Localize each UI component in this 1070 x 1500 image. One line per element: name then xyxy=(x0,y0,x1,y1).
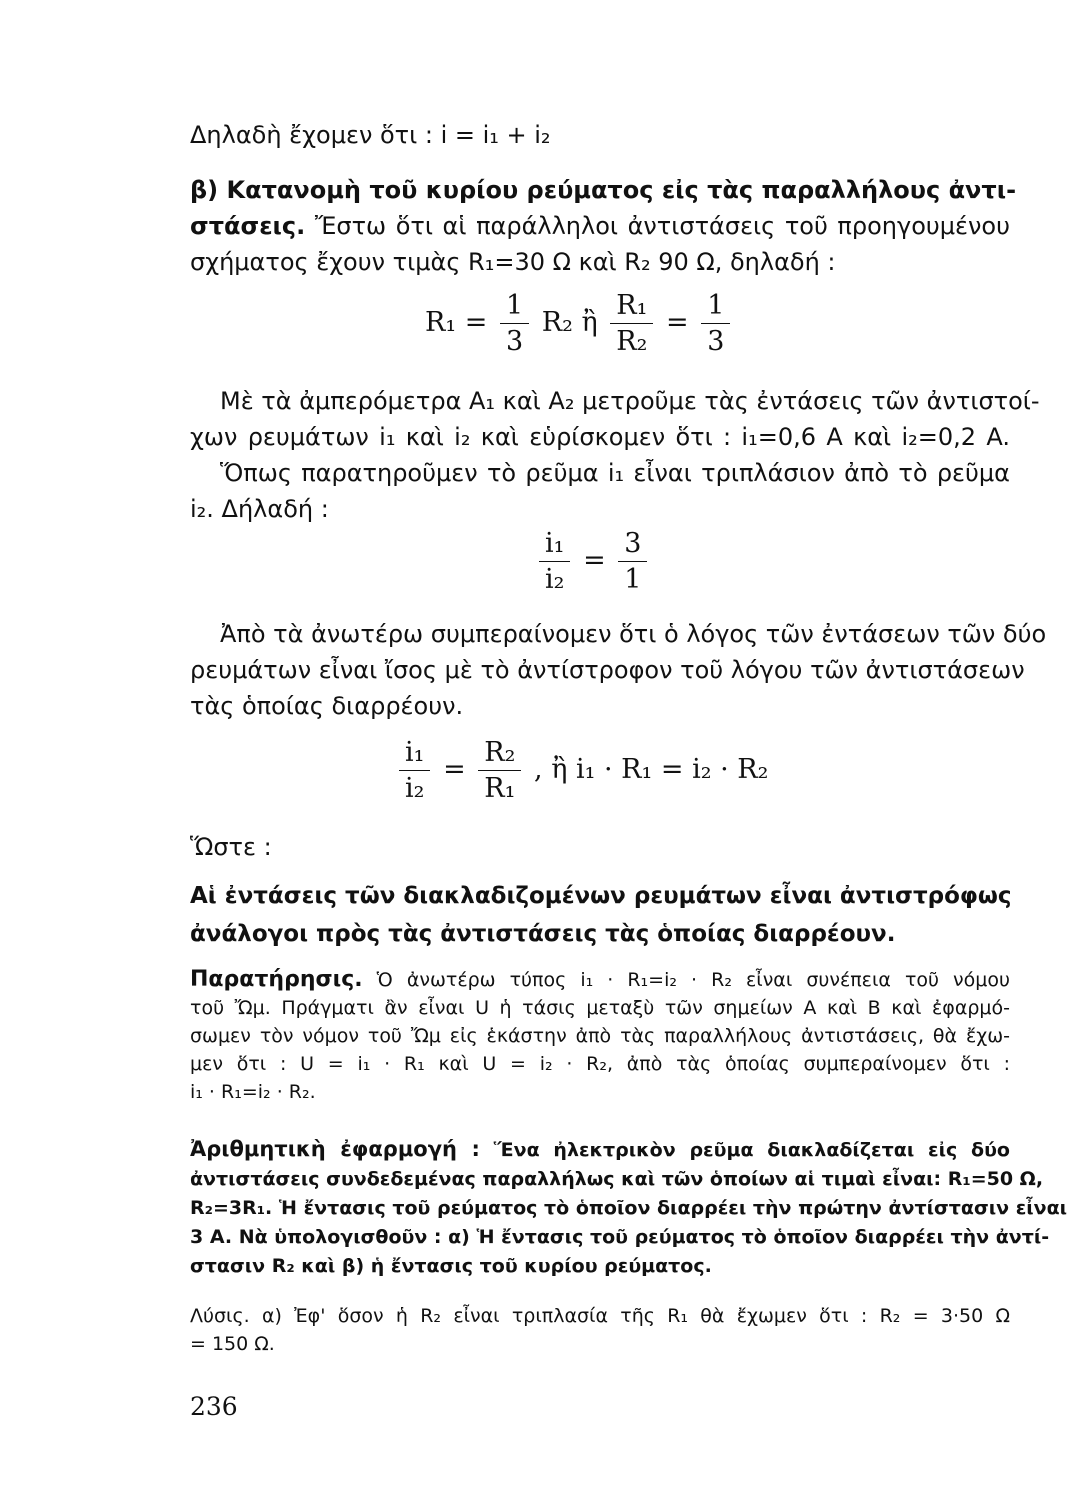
denominator: 1 xyxy=(624,564,642,595)
conclusion-paragraph xyxy=(190,616,1047,724)
solution-heading: Λύσις. xyxy=(190,1305,250,1327)
numerator: i₁ xyxy=(539,528,570,562)
text-line: σωμεν τὸν νόμον τοῦ Ὤμ εἰς ἑκάστην ἀπὸ τὰς παραλλήλους ἀντιστάσεις, θὰ ἔχω- xyxy=(190,1025,1010,1047)
text-line: Ὥστε : xyxy=(190,833,272,861)
intro-line xyxy=(190,117,1010,153)
eq-term: R₁ = xyxy=(425,307,488,338)
numerator: R₂ xyxy=(478,737,521,771)
denominator: 3 xyxy=(505,326,524,357)
equation-inverse-ratio xyxy=(395,737,768,804)
text-line: Ὅπως παρατηροῦμεν τὸ ρεῦμα i₁ εἶναι τριπλάσιον ἀπὸ τὸ ρεῦμα xyxy=(220,459,1010,487)
text-line: στασιν R₂ καὶ β) ἡ ἔντασις τοῦ κυρίου ρεύματος. xyxy=(190,1255,712,1277)
application-heading: Ἀριθμητικὴ ἐφαρμογή : xyxy=(190,1137,480,1161)
text-line: Αἱ ἐντάσεις τῶν διακλαδιζομένων ρευμάτων εἶναι ἀντιστρόφως xyxy=(190,883,1012,909)
denominator: R₂ xyxy=(616,326,648,357)
page-number: 236 xyxy=(190,1392,238,1421)
section-beta-paragraph xyxy=(190,172,1017,280)
text-line: Ὁ ἀνωτέρω τύπος i₁ · R₁=i₂ · R₂ εἶναι συνέπεια τοῦ νόμου xyxy=(376,969,1011,991)
text-line: τοῦ Ὤμ. Πράγματι ἂν εἶναι U ἡ τάσις μεταξὺ τῶν σημείων A καὶ B καὶ ἐφαρμό- xyxy=(190,997,1010,1019)
fraction xyxy=(478,737,521,804)
section-heading: β) Κατανομὴ τοῦ κυρίου ρεύματος εἰς τὰς παραλλήλους ἀντι- xyxy=(190,176,1017,204)
text-line: ἀνάλογοι πρὸς τὰς ἀντιστάσεις τὰς ὁποίας διαρρέουν. xyxy=(190,921,896,947)
numerator: 3 xyxy=(618,528,647,562)
measurement-paragraph xyxy=(190,383,1040,527)
fraction xyxy=(701,290,730,357)
numerator: 1 xyxy=(500,290,529,324)
text-line: χων ρευμάτων i₁ καὶ i₂ καὶ εὑρίσκομεν ὅτι : i₁=0,6 A καὶ i₂=0,2 A. xyxy=(190,423,1010,451)
text-line: 3 A. Νὰ ὑπολογισθοῦν : α) Ἡ ἔντασις τοῦ ρεύματος τὸ ὁποῖον διαρρέει τὴν ἀντί- xyxy=(190,1226,1050,1248)
numerator: R₁ xyxy=(610,290,653,324)
eq-term: , ἢ i₁ · R₁ = i₂ · R₂ xyxy=(534,754,769,785)
text-line: τὰς ὁποίας διαρρέουν. xyxy=(190,692,464,720)
equation-resistance-ratio xyxy=(425,290,734,357)
text-line: α) Ἐφ' ὅσον ἡ R₂ εἶναι τριπλασία τῆς R₁ θὰ ἔχωμεν ὅτι : R₂ = 3·50 Ω xyxy=(261,1305,1011,1327)
eq-term: R₂ ἢ xyxy=(541,307,598,338)
text-line: Μὲ τὰ ἀμπερόμετρα A₁ καὶ A₂ μετροῦμε τὰς ἐντάσεις τῶν ἀντιστοί- xyxy=(220,387,1040,415)
text-line: Ἔστω ὅτι αἱ παράλληλοι ἀντιστάσεις τοῦ προηγουμένου xyxy=(314,212,1010,240)
text-line: ρευμάτων εἶναι ἴσος μὲ τὸ ἀντίστροφον τοῦ λόγου τῶν ἀντιστάσεων xyxy=(190,656,1025,684)
observation-heading: Παρατήρησις. xyxy=(190,967,363,992)
numerical-application-paragraph xyxy=(190,1135,1068,1281)
eq-sign: = xyxy=(443,754,466,785)
text-line: ἀντιστάσεις συνδεδεμένας παραλλήλως καὶ τῶν ὁποίων αἱ τιμαὶ εἶναι: R₁=50 Ω, xyxy=(190,1168,1044,1190)
equation-current-ratio xyxy=(535,528,651,595)
text-line: Δηλαδὴ ἔχομεν ὅτι : i = i₁ + i₂ xyxy=(190,121,551,149)
text-line: = 150 Ω. xyxy=(190,1333,275,1355)
fraction xyxy=(618,528,647,595)
therefore-label xyxy=(190,829,1010,865)
observation-paragraph xyxy=(190,966,1010,1106)
fraction xyxy=(539,528,570,595)
denominator: i₂ xyxy=(405,773,425,804)
solution-paragraph xyxy=(190,1302,1010,1358)
denominator: R₁ xyxy=(484,773,516,804)
eq-sign: = xyxy=(666,307,689,338)
text-line: σχήματος ἔχουν τιμὰς R₁=30 Ω καὶ R₂ 90 Ω, δηλαδή : xyxy=(190,248,836,276)
fraction xyxy=(500,290,529,357)
numerator: i₁ xyxy=(399,737,430,771)
text-line: μεν ὅτι : U = i₁ · R₁ καὶ U = i₂ · R₂, ἀπὸ τὰς ὁποίας συμπεραίνομεν ὅτι : xyxy=(190,1053,1010,1075)
text-line: R₂=3R₁. Ἡ ἔντασις τοῦ ρεύματος τὸ ὁποῖον διαρρέει τὴν πρώτην ἀντίστασιν εἶναι xyxy=(190,1197,1068,1219)
rule-statement xyxy=(190,877,1010,953)
section-heading-end: στάσεις. xyxy=(190,212,306,240)
fraction xyxy=(399,737,430,804)
text-line: Ἀπὸ τὰ ἀνωτέρω συμπεραίνομεν ὅτι ὁ λόγος τῶν ἐντάσεων τῶν δύο xyxy=(220,620,1047,648)
text-line: i₁ · R₁=i₂ · R₂. xyxy=(190,1081,316,1103)
denominator: 3 xyxy=(707,326,725,357)
numerator: 1 xyxy=(701,290,730,324)
fraction xyxy=(610,290,653,357)
eq-sign: = xyxy=(583,545,606,576)
text-line: Ἕνα ἠλεκτρικὸν ρεῦμα διακλαδίζεται εἰς δύο xyxy=(493,1139,1010,1161)
denominator: i₂ xyxy=(545,564,565,595)
text-line: i₂. Δήλαδή : xyxy=(190,495,329,523)
